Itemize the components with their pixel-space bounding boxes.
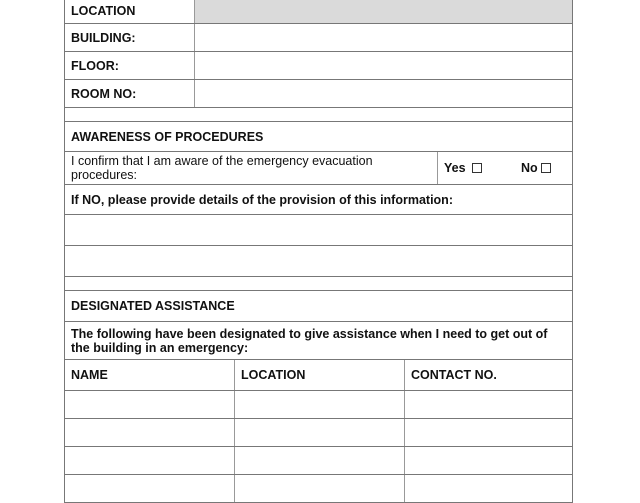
- details-field-2[interactable]: [65, 246, 572, 276]
- awareness-header-row: [64, 122, 573, 152]
- location-header-row: [64, 0, 573, 24]
- table-row: [64, 419, 573, 447]
- no-option[interactable]: [515, 152, 572, 184]
- details-line-2: [64, 246, 573, 277]
- name-cell[interactable]: [65, 447, 235, 474]
- floor-row: [64, 52, 573, 80]
- contact-cell[interactable]: [405, 475, 572, 502]
- contact-cell[interactable]: [405, 419, 572, 446]
- table-row: [64, 475, 573, 503]
- table-row: [64, 391, 573, 419]
- assistance-table-header: [64, 360, 573, 391]
- location-cell[interactable]: [235, 447, 405, 474]
- contact-cell[interactable]: [405, 447, 572, 474]
- confirm-row: [64, 152, 573, 185]
- confirm-text: I confirm that I am aware of the emergency evacuation procedures:: [65, 152, 438, 184]
- room-field[interactable]: [195, 80, 572, 107]
- no-checkbox[interactable]: [541, 163, 551, 173]
- name-cell[interactable]: [65, 391, 235, 418]
- no-label: No: [521, 161, 538, 175]
- awareness-header: AWARENESS OF PROCEDURES: [71, 129, 264, 144]
- assistance-header: DESIGNATED ASSISTANCE: [71, 299, 235, 313]
- table-row: [64, 447, 573, 475]
- building-label: BUILDING:: [65, 24, 195, 51]
- location-cell[interactable]: [235, 419, 405, 446]
- spacer-row-2: [64, 277, 573, 291]
- location-cell[interactable]: [235, 391, 405, 418]
- if-no-label: If NO, please provide details of the provision of this information:: [71, 192, 453, 207]
- floor-label: FLOOR:: [65, 52, 195, 79]
- details-line-1: [64, 215, 573, 246]
- col-location: LOCATION: [235, 360, 405, 390]
- building-field[interactable]: [195, 24, 572, 51]
- assistance-intro: The following have been designated to give assistance when I need to get out of the building in an emergency:: [71, 327, 548, 355]
- name-cell[interactable]: [65, 475, 235, 502]
- if-no-row: [64, 185, 573, 215]
- details-field-1[interactable]: [65, 215, 572, 245]
- contact-cell[interactable]: [405, 391, 572, 418]
- name-cell[interactable]: [65, 419, 235, 446]
- yes-option[interactable]: [438, 152, 510, 184]
- room-label: ROOM NO:: [65, 80, 195, 107]
- location-cell[interactable]: [235, 475, 405, 502]
- floor-field[interactable]: [195, 52, 572, 79]
- assistance-header-row: [64, 291, 573, 322]
- col-contact: CONTACT NO.: [411, 368, 497, 382]
- yes-checkbox[interactable]: [472, 163, 482, 173]
- col-name: NAME: [65, 360, 235, 390]
- yes-label: Yes: [444, 161, 466, 175]
- location-header: LOCATION: [65, 0, 195, 23]
- location-header-shade: [195, 0, 572, 23]
- assistance-intro-row: [64, 322, 573, 360]
- room-row: [64, 80, 573, 108]
- building-row: [64, 24, 573, 52]
- spacer-row: [64, 108, 573, 122]
